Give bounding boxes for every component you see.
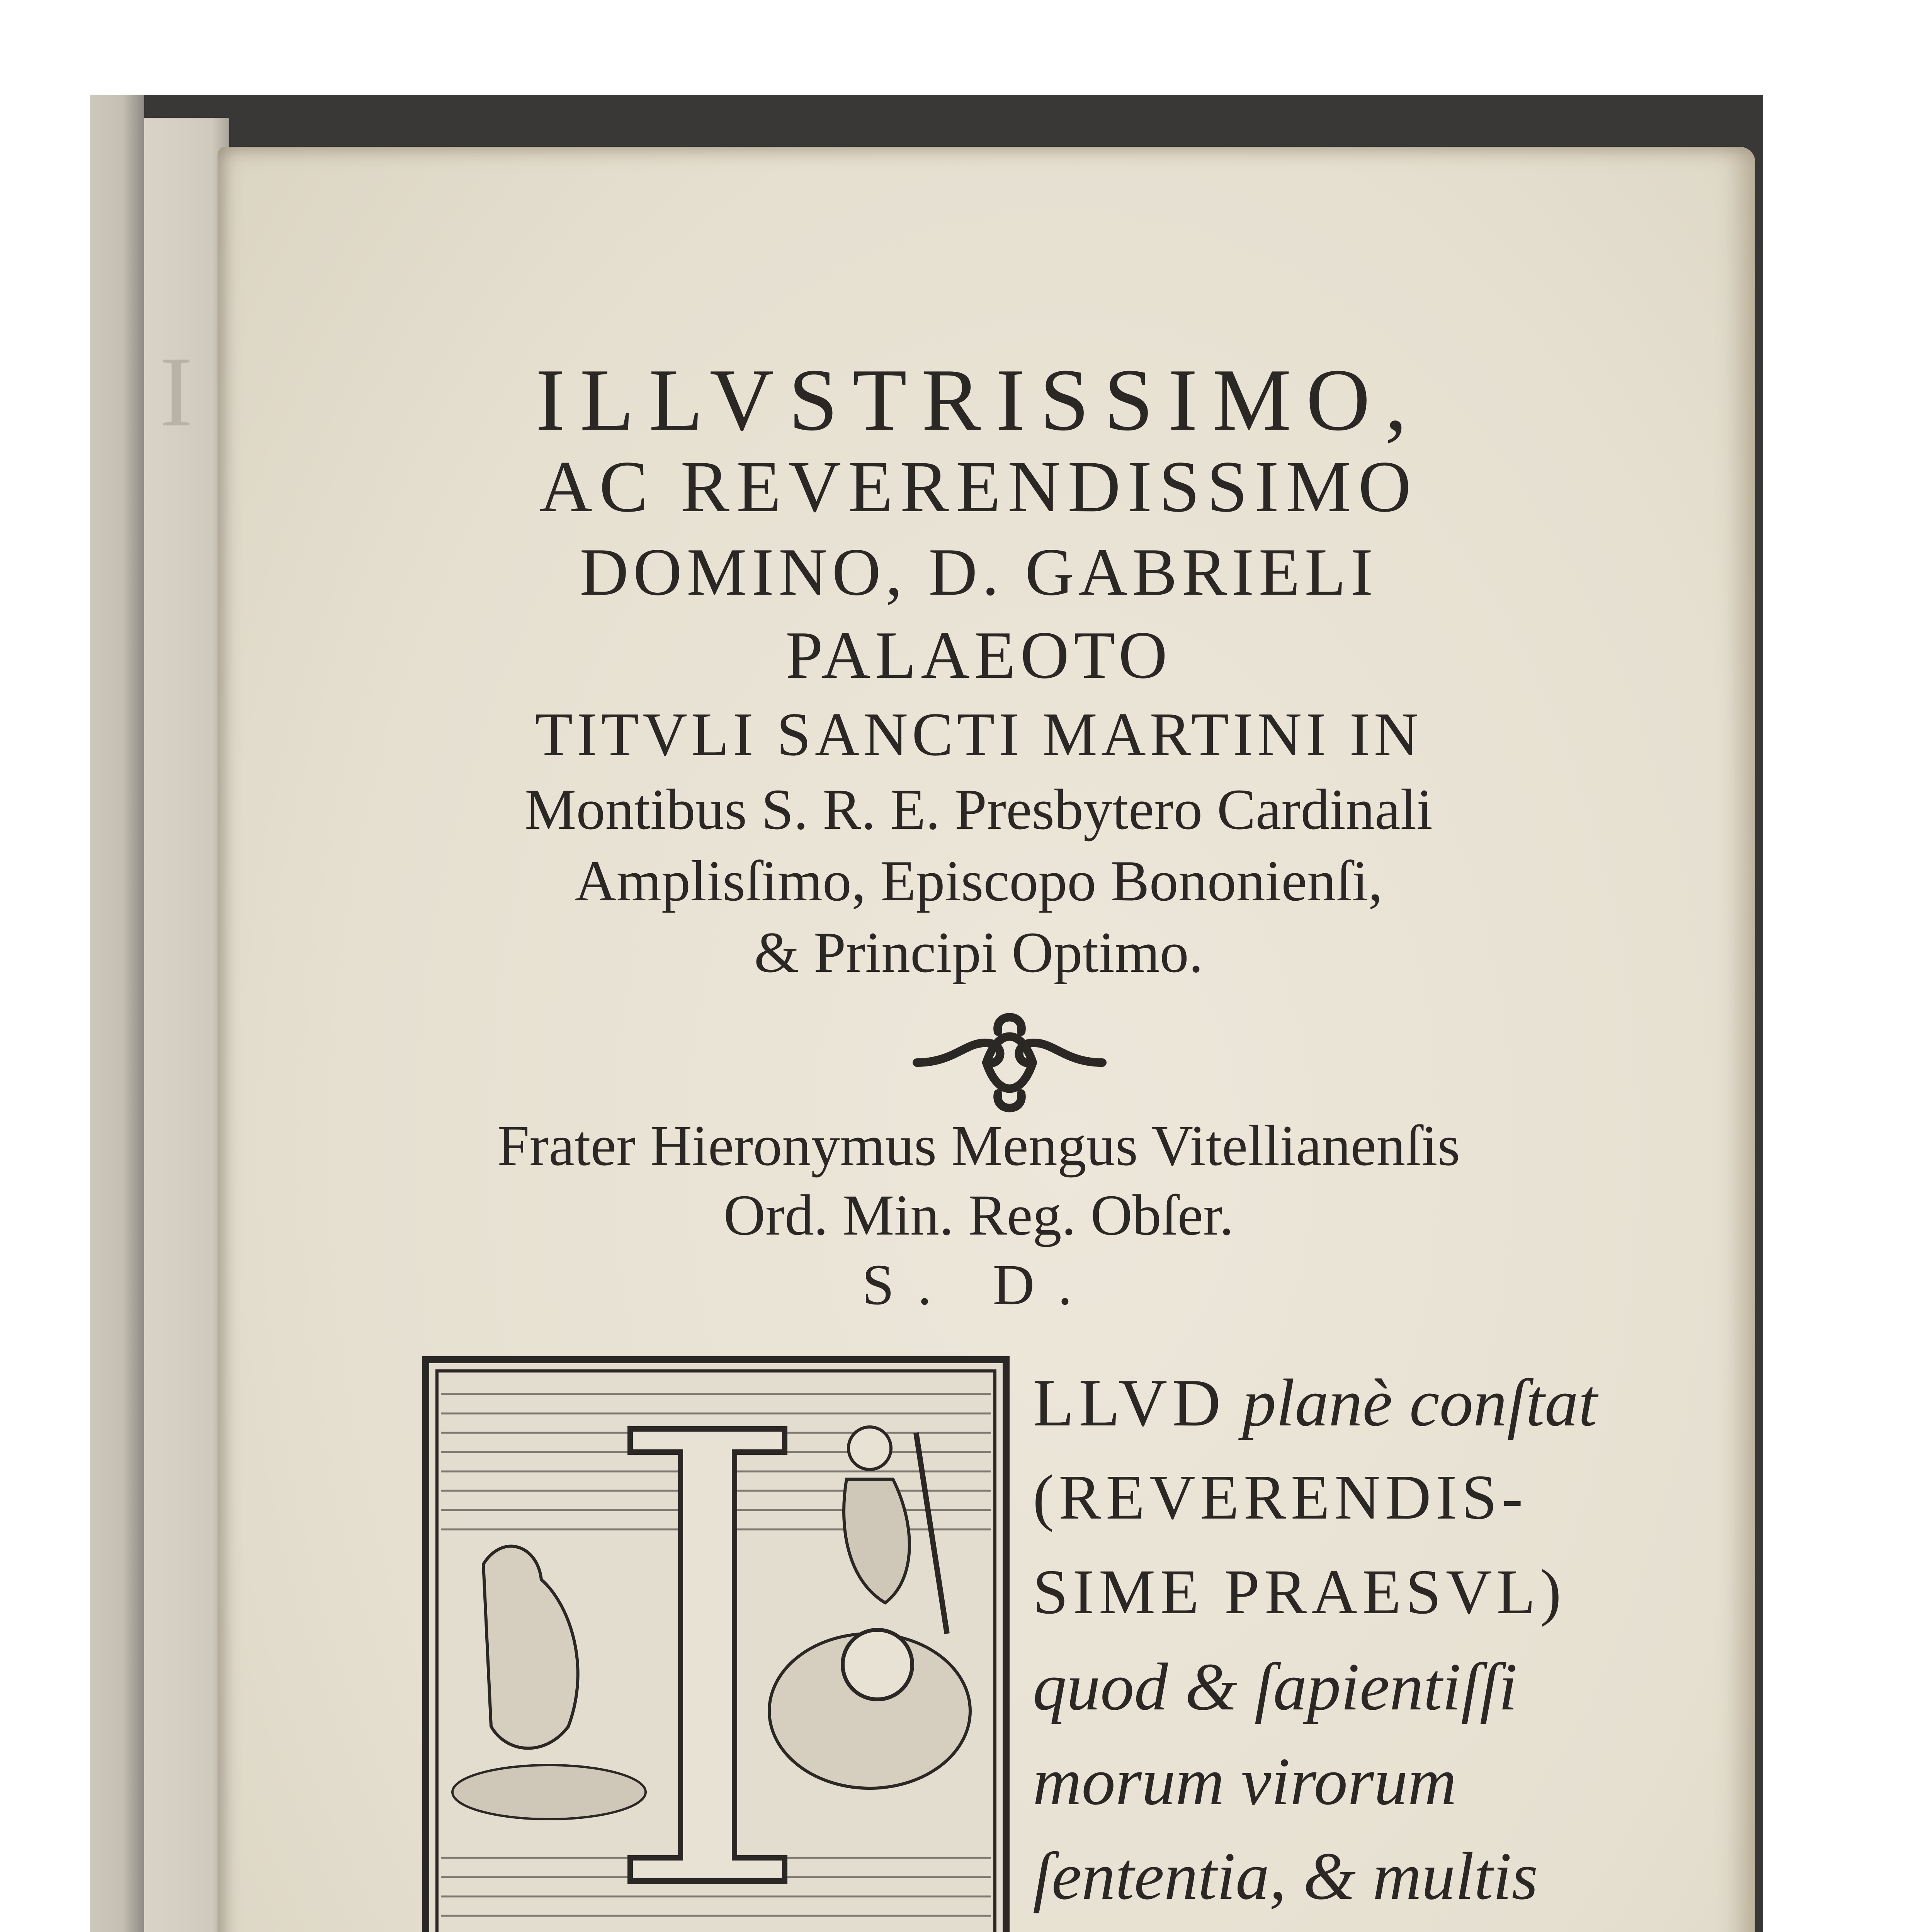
title-line-3: DOMINO, D. GABRIELI — [580, 534, 1378, 609]
woodcut-initial-letter — [422, 1356, 1010, 1932]
text-line-6: ſententia, & multis — [1033, 1838, 1538, 1913]
text-line-1-caps: LLVD — [1033, 1365, 1226, 1440]
show-through-letter: I — [160, 336, 193, 447]
text-line-4: quod & ſapientiſſi — [1033, 1649, 1518, 1724]
text-line-2: (REVERENDIS- — [1033, 1462, 1528, 1532]
book-page — [218, 147, 1755, 1932]
title-line-8: & Principi Optimo. — [754, 920, 1204, 985]
author-line-2: Ord. Min. Reg. Obſer. — [723, 1183, 1234, 1247]
title-line-5: TITVLI SANCTI MARTINI IN — [535, 700, 1423, 769]
fleuron-ornament-icon — [909, 1005, 1110, 1121]
title-line-6: Montibus S. R. E. Presbytero Cardinali — [525, 777, 1433, 842]
title-line-1: ILLVSTRISSIMO, — [536, 350, 1422, 449]
title-line-2: AC REVERENDISSIMO — [539, 446, 1418, 527]
title-line-4: PALAEOTO — [785, 617, 1172, 692]
text-line-1-rest: planè conſtat — [1225, 1365, 1597, 1440]
author-line-1: Frater Hieronymus Mengus Vitellianenſis — [497, 1114, 1460, 1178]
text-line-1 — [1033, 1364, 1597, 1441]
scan-image — [90, 95, 1763, 1932]
author-line-3: S. D. — [862, 1253, 1096, 1317]
left-leaf — [90, 95, 144, 1932]
title-line-7: Amplisſimo, Episcopo Bononienſi, — [575, 849, 1383, 913]
woodcut-illustration-icon — [429, 1363, 1003, 1932]
left-page-edge — [144, 118, 229, 1932]
text-line-3: SIME PRAESVL) — [1033, 1556, 1566, 1627]
text-line-5: morum virorum — [1033, 1744, 1457, 1819]
